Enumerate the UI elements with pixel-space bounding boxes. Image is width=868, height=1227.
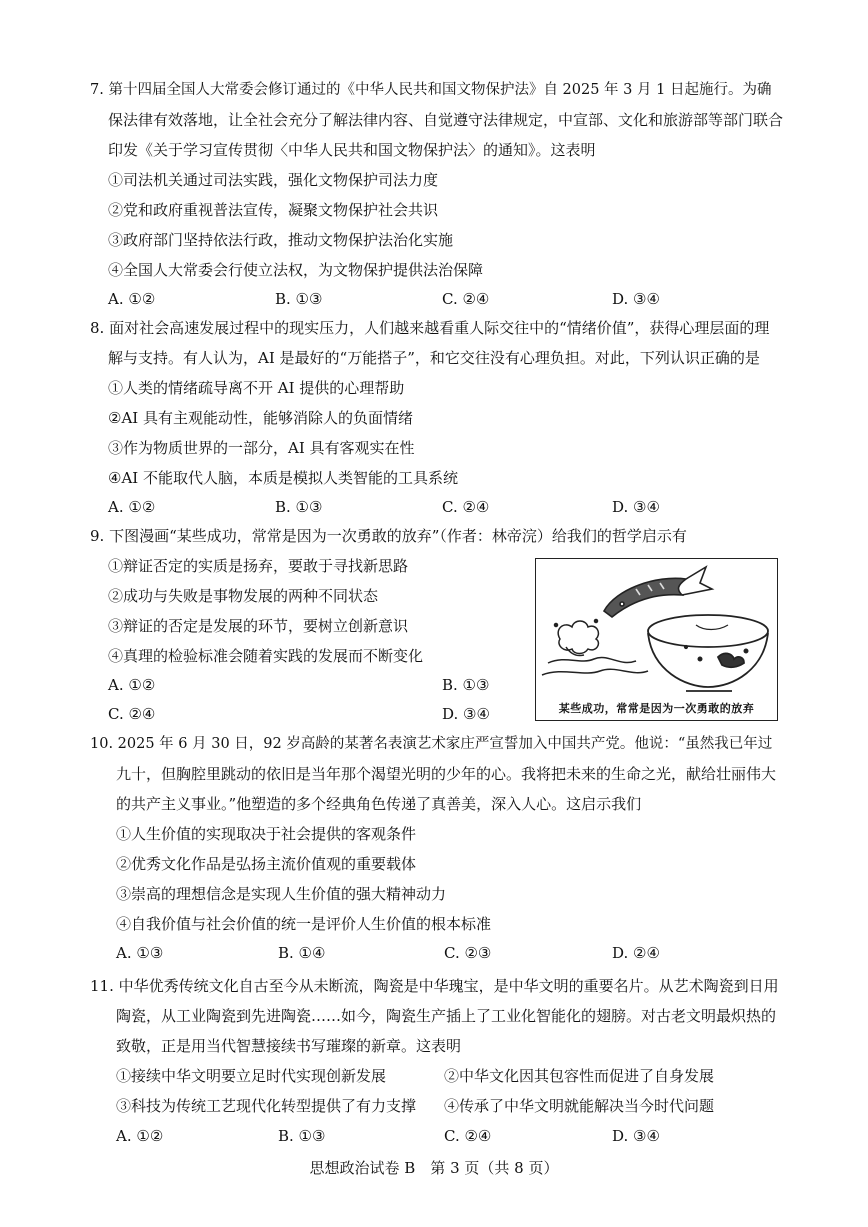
question-8-stem-line-1: 8. 面对社会高速发展过程中的现实压力，人们越来越看重人际交往中的“情绪价值”，获得心理层面的理 bbox=[90, 319, 770, 337]
question-7-option-a: A. ①② bbox=[108, 290, 156, 308]
question-7-statement-4: ④全国人大常委会行使立法权，为文物保护提供法治保障 bbox=[108, 261, 484, 279]
question-8-option-a: A. ①② bbox=[108, 498, 156, 516]
question-11-statement-2: ②中华文化因其包容性而促进了自身发展 bbox=[444, 1067, 715, 1085]
question-7-stem-line-2: 保法律有效落地，让全社会充分了解法律内容、自觉遵守法律规定，中宣部、文化和旅游部等部门联合 bbox=[108, 111, 784, 129]
question-11-stem-line-1: 11. 中华优秀传统文化自古至今从未断流，陶瓷是中华瑰宝，是中华文明的重要名片。从艺术陶瓷到日用 bbox=[90, 977, 779, 995]
question-9-stem-line-1: 9. 下图漫画“某些成功，常常是因为一次勇敢的放弃”（作者：林帝浣）给我们的哲学启示有 bbox=[90, 527, 687, 545]
question-9-option-b: B. ①③ bbox=[442, 676, 490, 694]
question-11-stem-line-2: 陶瓷，从工业陶瓷到先进陶瓷……如今，陶瓷生产插上了工业化智能化的翅膀。对古老文明最炽热的 bbox=[116, 1007, 777, 1025]
question-8-statement-3: ③作为物质世界的一部分，AI 具有客观实在性 bbox=[108, 439, 415, 457]
question-11-statement-4: ④传承了中华文明就能解决当今时代问题 bbox=[444, 1097, 715, 1115]
splash-icon bbox=[542, 620, 648, 676]
question-9-option-c: C. ②④ bbox=[108, 705, 156, 723]
question-7-option-c: C. ②④ bbox=[442, 290, 490, 308]
comic-caption: 某些成功，常常是因为一次勇敢的放弃 bbox=[558, 702, 755, 715]
question-11-statement-1: ①接续中华文明要立足时代实现创新发展 bbox=[116, 1067, 387, 1085]
question-11-option-a: A. ①② bbox=[116, 1127, 164, 1145]
question-7-stem-line-1: 7. 第十四届全国人大常委会修订通过的《中华人民共和国文物保护法》自 2025 年 3 月 1 日起施行。为确 bbox=[90, 82, 772, 98]
question-9-option-d: D. ③④ bbox=[442, 705, 490, 723]
question-9-statement-2: ②成功与失败是事物发展的两种不同状态 bbox=[108, 587, 379, 605]
question-7-option-b: B. ①③ bbox=[275, 290, 323, 308]
question-8-stem-line-2: 解与支持。有人认为，AI 是最好的“万能搭子”，和它交往没有心理负担。对此，下列认识正确的是 bbox=[108, 349, 760, 367]
question-8-option-c: C. ②④ bbox=[442, 498, 490, 516]
question-8-option-d: D. ③④ bbox=[612, 498, 660, 516]
question-10-statement-3: ③崇高的理想信念是实现人生价值的强大精神动力 bbox=[116, 885, 447, 903]
question-11-option-d: D. ③④ bbox=[612, 1127, 660, 1145]
fish-icon bbox=[604, 567, 712, 617]
question-9-option-a: A. ①② bbox=[108, 676, 156, 694]
comic-drawing bbox=[536, 559, 776, 699]
question-7-statement-3: ③政府部门坚持依法行政，推动文物保护法治化实施 bbox=[108, 231, 454, 249]
question-9-statement-4: ④真理的检验标准会随着实践的发展而不断变化 bbox=[108, 647, 424, 665]
question-7-statement-1: ①司法机关通过司法实践，强化文物保护司法力度 bbox=[108, 171, 439, 189]
question-11-option-b: B. ①③ bbox=[278, 1127, 326, 1145]
question-7-stem-line-3: 印发《关于学习宣传贯彻〈中华人民共和国文物保护法〉的通知》。这表明 bbox=[108, 141, 596, 159]
question-11-stem-line-3: 致敬，正是用当代智慧接续书写璀璨的新章。这表明 bbox=[116, 1037, 462, 1055]
question-9-statement-1: ①辩证否定的实质是扬弃，要敢于寻找新思路 bbox=[108, 557, 409, 575]
comic-illustration bbox=[535, 558, 778, 721]
question-10-stem-line-3: 的共产主义事业。”他塑造的多个经典角色传递了真善美，深入人心。这启示我们 bbox=[116, 795, 642, 813]
question-10-statement-2: ②优秀文化作品是弘扬主流价值观的重要载体 bbox=[116, 855, 417, 873]
question-9-statement-3: ③辩证的否定是发展的环节，要树立创新意识 bbox=[108, 617, 409, 635]
question-8-statement-4: ④AI 不能取代人脑，本质是模拟人类智能的工具系统 bbox=[108, 469, 458, 487]
question-10-option-b: B. ①④ bbox=[278, 944, 326, 962]
question-10-stem-line-1: 10. 2025 年 6 月 30 日，92 岁高龄的某著名表演艺术家庄严宣誓加入中国共产党。他说：“虽然我已年过 bbox=[90, 736, 773, 752]
question-8-statement-1: ①人类的情绪疏导离不开 AI 提供的心理帮助 bbox=[108, 379, 405, 397]
question-10-stem-line-2: 九十，但胸腔里跳动的依旧是当年那个渴望光明的少年的心。我将把未来的生命之光，献给壮丽伟大 bbox=[116, 765, 777, 783]
question-10-option-d: D. ②④ bbox=[612, 944, 660, 962]
question-10-option-a: A. ①③ bbox=[116, 944, 164, 962]
bowl-icon bbox=[648, 615, 768, 691]
question-10-statement-1: ①人生价值的实现取决于社会提供的客观条件 bbox=[116, 825, 417, 843]
question-7-statement-2: ②党和政府重视普法宣传，凝聚文物保护社会共识 bbox=[108, 201, 439, 219]
question-8-statement-2: ②AI 具有主观能动性，能够消除人的负面情绪 bbox=[108, 409, 413, 427]
question-10-option-c: C. ②③ bbox=[444, 944, 492, 962]
question-7-option-d: D. ③④ bbox=[612, 290, 660, 308]
page-footer: 思想政治试卷 B 第 3 页（共 8 页） bbox=[309, 1159, 559, 1177]
question-10-statement-4: ④自我价值与社会价值的统一是评价人生价值的根本标准 bbox=[116, 915, 492, 933]
question-11-option-c: C. ②④ bbox=[444, 1127, 492, 1145]
question-11-statement-3: ③科技为传统工艺现代化转型提供了有力支撑 bbox=[116, 1097, 417, 1115]
question-8-option-b: B. ①③ bbox=[275, 498, 323, 516]
